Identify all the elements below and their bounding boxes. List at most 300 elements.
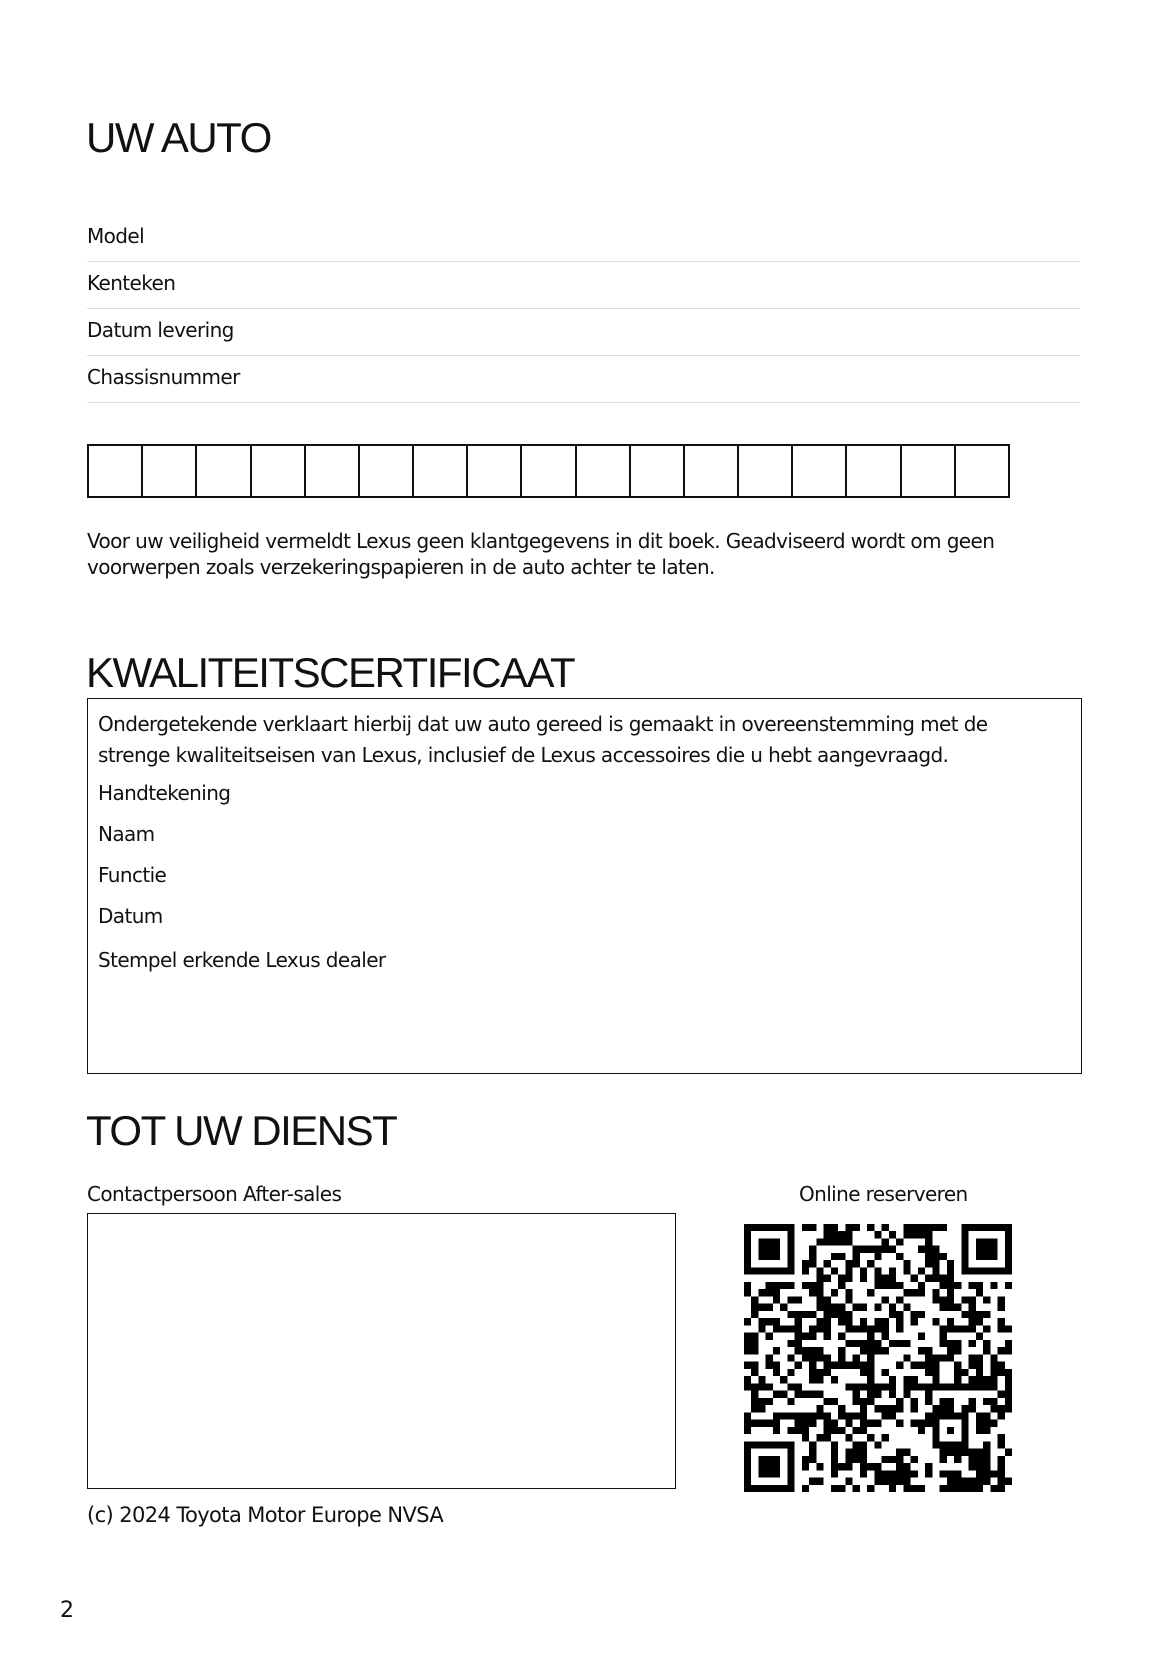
qr-module — [969, 1456, 976, 1463]
qr-module — [1005, 1282, 1012, 1289]
qr-module — [838, 1427, 845, 1434]
qr-module — [802, 1420, 809, 1427]
qr-module — [918, 1246, 925, 1253]
qr-module — [787, 1463, 794, 1470]
qr-module — [874, 1267, 881, 1274]
qr-module — [940, 1485, 947, 1492]
qr-module — [824, 1296, 831, 1303]
qr-module — [874, 1318, 881, 1325]
qr-module — [744, 1362, 751, 1369]
qr-module — [961, 1246, 968, 1253]
qr-module — [860, 1347, 867, 1354]
qr-module — [874, 1347, 881, 1354]
qr-module — [874, 1275, 881, 1282]
qr-module — [758, 1383, 765, 1390]
qr-module — [867, 1347, 874, 1354]
qr-module — [766, 1463, 773, 1470]
qr-module — [787, 1224, 794, 1231]
qr-module — [990, 1246, 997, 1253]
qr-module — [947, 1405, 954, 1412]
qr-module — [751, 1405, 758, 1412]
qr-module — [802, 1354, 809, 1361]
qr-module — [918, 1333, 925, 1340]
qr-module — [911, 1456, 918, 1463]
qr-module — [809, 1282, 816, 1289]
qr-module — [918, 1362, 925, 1369]
qr-module — [845, 1456, 852, 1463]
qr-module — [961, 1383, 968, 1390]
qr-module — [1005, 1246, 1012, 1253]
qr-module — [787, 1441, 794, 1448]
qr-module — [773, 1420, 780, 1427]
qr-module — [816, 1318, 823, 1325]
qr-module — [867, 1333, 874, 1340]
qr-module — [969, 1354, 976, 1361]
qr-module — [947, 1398, 954, 1405]
qr-module — [787, 1260, 794, 1267]
qr-module — [751, 1296, 758, 1303]
qr-module — [961, 1260, 968, 1267]
qr-module — [766, 1224, 773, 1231]
qr-module — [990, 1224, 997, 1231]
qr-module — [795, 1427, 802, 1434]
qr-module — [766, 1354, 773, 1361]
qr-module — [860, 1420, 867, 1427]
qr-module — [1005, 1231, 1012, 1238]
qr-module — [845, 1362, 852, 1369]
qr-module — [838, 1412, 845, 1419]
qr-module — [998, 1441, 1005, 1448]
qr-module — [925, 1354, 932, 1361]
qr-module — [932, 1246, 939, 1253]
qr-module — [838, 1304, 845, 1311]
qr-module — [925, 1470, 932, 1477]
qr-module — [860, 1325, 867, 1332]
vin-character-box[interactable] — [252, 446, 306, 496]
copyright-notice: (c) 2024 Toyota Motor Europe NVSA — [87, 1503, 444, 1527]
qr-module — [831, 1304, 838, 1311]
qr-module — [961, 1224, 968, 1231]
qr-module — [969, 1485, 976, 1492]
vin-character-box[interactable] — [89, 446, 143, 496]
qr-module — [787, 1398, 794, 1405]
qr-module — [976, 1412, 983, 1419]
cert-field-datum: Datum — [98, 904, 163, 928]
vin-character-box[interactable] — [143, 446, 197, 496]
qr-module — [940, 1275, 947, 1282]
qr-module — [751, 1398, 758, 1405]
cert-field-functie: Functie — [98, 863, 167, 887]
qr-module — [1005, 1253, 1012, 1260]
qr-module — [925, 1383, 932, 1390]
qr-module — [860, 1275, 867, 1282]
qr-module — [758, 1456, 765, 1463]
vin-character-box[interactable] — [414, 446, 468, 496]
qr-module — [809, 1391, 816, 1398]
qr-module — [925, 1238, 932, 1245]
qr-module — [766, 1282, 773, 1289]
qr-module — [874, 1478, 881, 1485]
qr-module — [932, 1296, 939, 1303]
qr-module — [824, 1304, 831, 1311]
qr-module — [954, 1456, 961, 1463]
qr-module — [932, 1224, 939, 1231]
qr-module — [809, 1224, 816, 1231]
qr-module — [976, 1318, 983, 1325]
field-model[interactable] — [87, 214, 1080, 262]
qr-module — [795, 1412, 802, 1419]
qr-module — [773, 1289, 780, 1296]
qr-module — [976, 1333, 983, 1340]
qr-module — [998, 1224, 1005, 1231]
qr-module — [940, 1456, 947, 1463]
qr-module — [896, 1478, 903, 1485]
qr-module — [758, 1267, 765, 1274]
qr-module — [780, 1267, 787, 1274]
qr-module — [824, 1311, 831, 1318]
qr-module — [787, 1383, 794, 1390]
qr-module — [998, 1296, 1005, 1303]
qr-module — [882, 1333, 889, 1340]
qr-module — [838, 1485, 845, 1492]
qr-module — [896, 1296, 903, 1303]
vin-character-box[interactable] — [793, 446, 847, 496]
qr-module — [911, 1376, 918, 1383]
qr-module — [816, 1463, 823, 1470]
qr-module — [1005, 1449, 1012, 1456]
qr-module — [947, 1340, 954, 1347]
qr-module — [773, 1325, 780, 1332]
qr-module — [751, 1362, 758, 1369]
qr-module — [954, 1304, 961, 1311]
qr-module — [990, 1238, 997, 1245]
qr-module — [860, 1369, 867, 1376]
vin-character-box[interactable] — [577, 446, 631, 496]
qr-module — [867, 1362, 874, 1369]
qr-module — [853, 1304, 860, 1311]
vin-character-box[interactable] — [360, 446, 414, 496]
qr-module — [983, 1398, 990, 1405]
cert-field-naam: Naam — [98, 822, 155, 846]
vin-character-box[interactable] — [902, 446, 956, 496]
qr-module — [947, 1325, 954, 1332]
qr-module — [969, 1311, 976, 1318]
qr-module — [976, 1253, 983, 1260]
qr-module — [845, 1238, 852, 1245]
qr-module — [860, 1383, 867, 1390]
qr-module — [990, 1369, 997, 1376]
qr-module — [940, 1333, 947, 1340]
qr-module — [867, 1354, 874, 1361]
qr-module — [787, 1296, 794, 1303]
qr-module — [831, 1456, 838, 1463]
qr-module — [867, 1420, 874, 1427]
qr-module — [998, 1456, 1005, 1463]
qr-module — [766, 1420, 773, 1427]
qr-module — [773, 1318, 780, 1325]
qr-module — [824, 1434, 831, 1441]
qr-module — [853, 1391, 860, 1398]
qr-module — [795, 1391, 802, 1398]
qr-module — [1005, 1405, 1012, 1412]
vin-character-box[interactable] — [306, 446, 360, 496]
qr-code-icon[interactable] — [744, 1224, 1012, 1492]
qr-module — [940, 1224, 947, 1231]
qr-module — [758, 1485, 765, 1492]
qr-module — [867, 1376, 874, 1383]
qr-module — [860, 1441, 867, 1448]
vin-character-box[interactable] — [522, 446, 576, 496]
qr-module — [751, 1267, 758, 1274]
qr-module — [867, 1224, 874, 1231]
qr-module — [845, 1260, 852, 1267]
qr-module — [976, 1282, 983, 1289]
qr-module — [983, 1412, 990, 1419]
qr-module — [918, 1267, 925, 1274]
qr-module — [918, 1347, 925, 1354]
vin-character-box[interactable] — [847, 446, 901, 496]
contact-person-box[interactable] — [87, 1213, 676, 1489]
qr-module — [766, 1253, 773, 1260]
online-booking-label: Online reserveren — [799, 1182, 968, 1206]
qr-module — [998, 1412, 1005, 1419]
qr-module — [744, 1238, 751, 1245]
qr-module — [882, 1246, 889, 1253]
qr-module — [983, 1427, 990, 1434]
qr-module — [751, 1391, 758, 1398]
qr-module — [990, 1282, 997, 1289]
vin-character-box[interactable] — [631, 446, 685, 496]
qr-module — [976, 1383, 983, 1390]
qr-module — [911, 1289, 918, 1296]
qr-module — [744, 1420, 751, 1427]
qr-module — [853, 1246, 860, 1253]
qr-module — [853, 1383, 860, 1390]
qr-module — [809, 1325, 816, 1332]
qr-module — [1005, 1340, 1012, 1347]
qr-module — [918, 1427, 925, 1434]
qr-module — [751, 1383, 758, 1390]
qr-module — [998, 1267, 1005, 1274]
qr-module — [925, 1420, 932, 1427]
qr-module — [983, 1449, 990, 1456]
qr-module — [940, 1282, 947, 1289]
qr-module — [932, 1260, 939, 1267]
qr-module — [809, 1289, 816, 1296]
qr-module — [802, 1267, 809, 1274]
qr-module — [940, 1449, 947, 1456]
qr-module — [940, 1354, 947, 1361]
qr-module — [983, 1246, 990, 1253]
qr-module — [954, 1376, 961, 1383]
qr-module — [998, 1369, 1005, 1376]
qr-module — [1005, 1369, 1012, 1376]
field-label-kenteken: Kenteken — [87, 271, 176, 295]
qr-module — [954, 1470, 961, 1477]
vin-character-box[interactable] — [685, 446, 739, 496]
qr-module — [795, 1340, 802, 1347]
qr-module — [998, 1470, 1005, 1477]
qr-module — [918, 1231, 925, 1238]
qr-module — [744, 1441, 751, 1448]
qr-module — [932, 1427, 939, 1434]
qr-module — [896, 1463, 903, 1470]
qr-module — [816, 1391, 823, 1398]
qr-module — [998, 1405, 1005, 1412]
qr-module — [1005, 1478, 1012, 1485]
qr-module — [998, 1318, 1005, 1325]
qr-module — [947, 1289, 954, 1296]
qr-module — [787, 1456, 794, 1463]
qr-module — [816, 1354, 823, 1361]
qr-module — [1005, 1260, 1012, 1267]
qr-module — [831, 1427, 838, 1434]
qr-module — [889, 1267, 896, 1274]
qr-module — [816, 1325, 823, 1332]
qr-module — [816, 1275, 823, 1282]
vin-character-box[interactable] — [197, 446, 251, 496]
qr-module — [961, 1441, 968, 1448]
qr-module — [773, 1246, 780, 1253]
qr-module — [896, 1282, 903, 1289]
qr-module — [831, 1420, 838, 1427]
qr-module — [816, 1282, 823, 1289]
qr-module — [925, 1246, 932, 1253]
qr-module — [766, 1333, 773, 1340]
qr-module — [744, 1347, 751, 1354]
qr-module — [983, 1470, 990, 1477]
qr-module — [766, 1456, 773, 1463]
qr-module — [896, 1340, 903, 1347]
qr-module — [758, 1441, 765, 1448]
qr-module — [903, 1478, 910, 1485]
qr-module — [940, 1441, 947, 1448]
qr-module — [802, 1333, 809, 1340]
qr-module — [744, 1427, 751, 1434]
qr-module — [744, 1253, 751, 1260]
vin-character-box[interactable] — [956, 446, 1008, 496]
qr-module — [831, 1238, 838, 1245]
qr-module — [773, 1441, 780, 1448]
qr-module — [940, 1470, 947, 1477]
qr-module — [867, 1246, 874, 1253]
certificate-statement: Ondergetekende verklaart hierbij dat uw auto gereed is gemaakt in overeenstemming met de strenge kwaliteitseisen van Lexus, inclusief de Lexus accessoires die u hebt aangevraagd. — [98, 712, 988, 767]
qr-module — [976, 1478, 983, 1485]
qr-module — [795, 1383, 802, 1390]
qr-module — [940, 1253, 947, 1260]
qr-module — [744, 1340, 751, 1347]
qr-module — [802, 1434, 809, 1441]
qr-module — [845, 1434, 852, 1441]
qr-module — [889, 1456, 896, 1463]
qr-module — [998, 1478, 1005, 1485]
qr-module — [874, 1304, 881, 1311]
qr-module — [954, 1412, 961, 1419]
qr-module — [889, 1383, 896, 1390]
qr-module — [860, 1267, 867, 1274]
vin-character-box[interactable] — [468, 446, 522, 496]
qr-module — [954, 1282, 961, 1289]
field-datum-levering[interactable] — [87, 308, 1080, 356]
qr-module — [809, 1376, 816, 1383]
qr-module — [787, 1231, 794, 1238]
qr-module — [896, 1238, 903, 1245]
qr-module — [918, 1224, 925, 1231]
qr-module — [751, 1369, 758, 1376]
qr-module — [874, 1253, 881, 1260]
qr-module — [998, 1391, 1005, 1398]
qr-module — [925, 1391, 932, 1398]
qr-module — [802, 1456, 809, 1463]
qr-module — [744, 1478, 751, 1485]
qr-module — [773, 1238, 780, 1245]
vin-character-box[interactable] — [739, 446, 793, 496]
qr-module — [816, 1376, 823, 1383]
qr-module — [787, 1267, 794, 1274]
qr-module — [874, 1325, 881, 1332]
qr-module — [853, 1412, 860, 1419]
qr-module — [976, 1289, 983, 1296]
qr-module — [983, 1238, 990, 1245]
qr-module — [802, 1463, 809, 1470]
qr-module — [802, 1485, 809, 1492]
qr-module — [845, 1275, 852, 1282]
qr-module — [853, 1325, 860, 1332]
qr-module — [896, 1398, 903, 1405]
qr-module — [744, 1282, 751, 1289]
qr-module — [903, 1449, 910, 1456]
qr-module — [787, 1246, 794, 1253]
qr-module — [925, 1369, 932, 1376]
qr-module — [824, 1427, 831, 1434]
qr-module — [932, 1369, 939, 1376]
field-kenteken[interactable] — [87, 261, 1080, 309]
qr-module — [969, 1405, 976, 1412]
qr-module — [896, 1405, 903, 1412]
qr-module — [773, 1296, 780, 1303]
qr-module — [940, 1340, 947, 1347]
qr-module — [824, 1260, 831, 1267]
qr-module — [802, 1347, 809, 1354]
qr-module — [766, 1362, 773, 1369]
qr-module — [903, 1267, 910, 1274]
qr-module — [903, 1304, 910, 1311]
qr-module — [780, 1412, 787, 1419]
qr-module — [787, 1311, 794, 1318]
qr-module — [845, 1289, 852, 1296]
qr-module — [816, 1412, 823, 1419]
qr-module — [773, 1267, 780, 1274]
qr-module — [940, 1325, 947, 1332]
qr-module — [758, 1398, 765, 1405]
section-title-service: TOT UW DIENST — [86, 1107, 397, 1154]
qr-module — [802, 1391, 809, 1398]
qr-module — [845, 1463, 852, 1470]
qr-module — [896, 1311, 903, 1318]
qr-module — [824, 1238, 831, 1245]
qr-module — [969, 1282, 976, 1289]
qr-module — [1005, 1325, 1012, 1332]
qr-module — [918, 1289, 925, 1296]
quality-certificate-box — [87, 698, 1082, 1074]
field-chassisnummer[interactable] — [87, 355, 1080, 403]
qr-module — [816, 1478, 823, 1485]
qr-module — [954, 1362, 961, 1369]
qr-module — [947, 1485, 954, 1492]
field-label-chassisnummer: Chassisnummer — [87, 365, 240, 389]
vin-input-boxes[interactable] — [87, 444, 1010, 498]
qr-module — [795, 1296, 802, 1303]
